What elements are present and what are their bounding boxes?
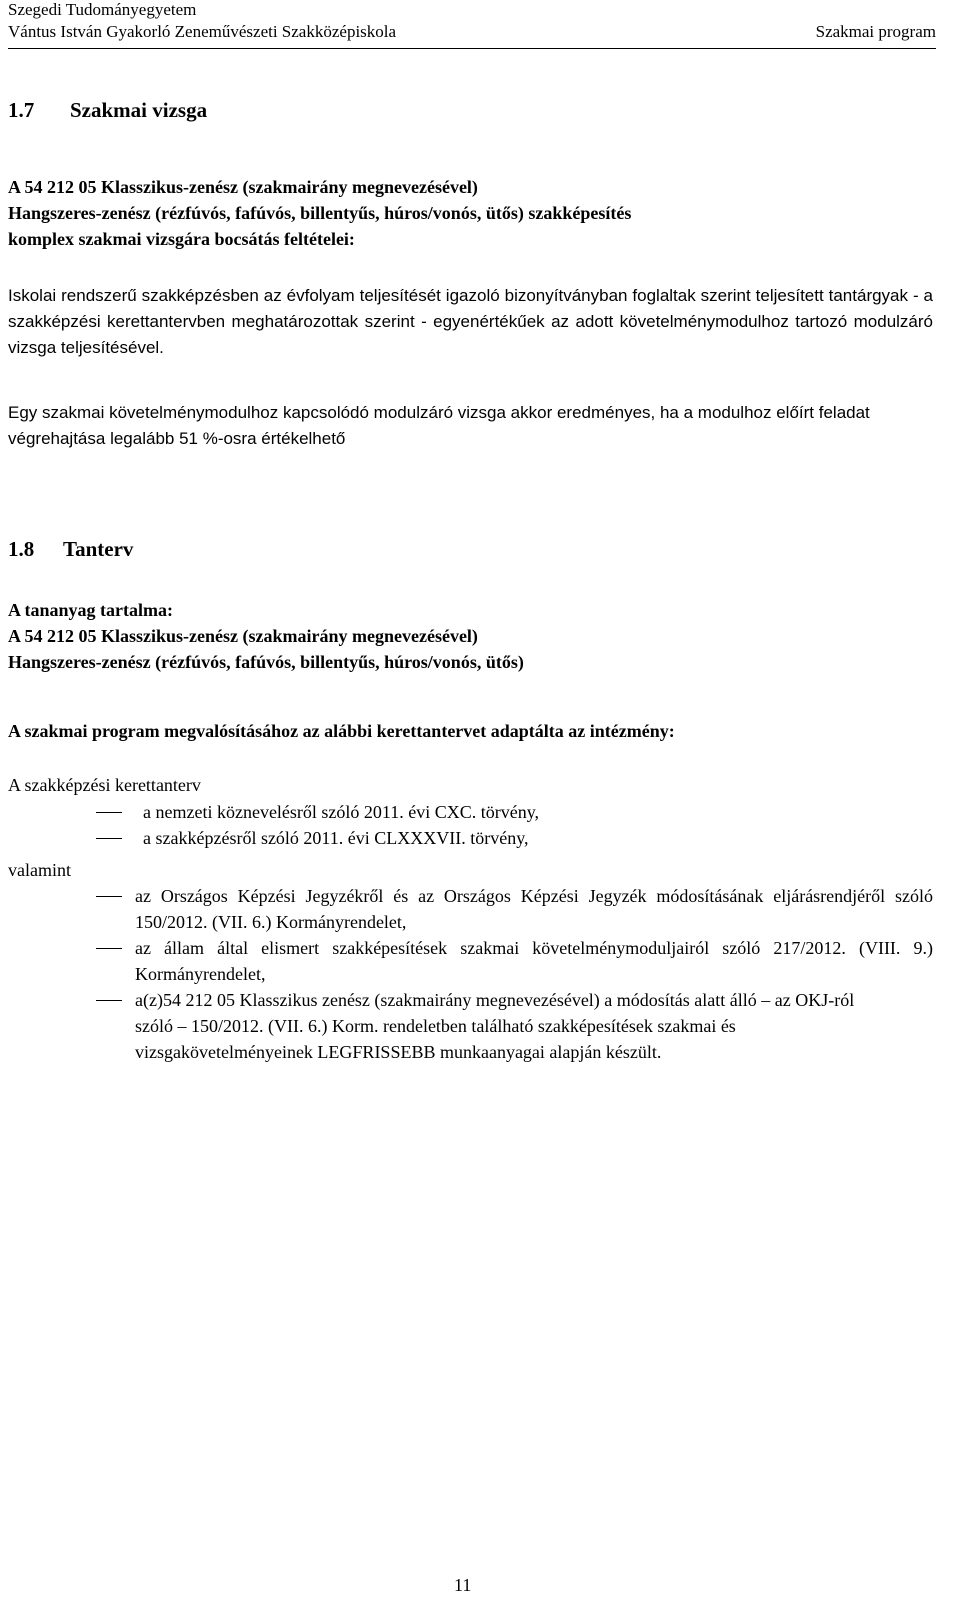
list2-item: az állam által elismert szakképesítések szakmai követelménymoduljairól szóló 217/2012. (VIII. 9.) Kormányrendelet,	[135, 938, 933, 984]
s17-bold-line: komplex szakmai vizsgára bocsátás feltételei:	[8, 229, 355, 249]
valamint-label: valamint	[8, 860, 71, 880]
section-number: 1.7	[8, 98, 35, 122]
list-dash	[96, 812, 122, 813]
page-number: 11	[454, 1575, 472, 1595]
section-title: Szakmai vizsga	[70, 98, 208, 122]
list-dash	[96, 896, 122, 897]
s18-bold-block	[8, 597, 938, 675]
s17-bold-line: Hangszeres-zenész (rézfúvós, fafúvós, billentyűs, húros/vonós, ütős) szakképesítés	[8, 203, 632, 223]
s18-bold-line: A 54 212 05 Klasszikus-zenész (szakmairány megnevezésével)	[8, 626, 478, 646]
s18-bold-line: Hangszeres-zenész (rézfúvós, fafúvós, billentyűs, húros/vonós, ütős)	[8, 652, 524, 672]
s18-adapt-line: A szakmai program megvalósításához az alábbi kerettantervet adaptálta az intézmény:	[8, 721, 675, 741]
header-university: Szegedi Tudományegyetem	[8, 0, 197, 19]
section-number: 1.8	[8, 537, 35, 561]
header-rule	[8, 48, 936, 49]
list2-item: az Országos Képzési Jegyzékről és az Országos Képzési Jegyzék módosításának eljárásrendjéről szóló 150/2012. (VII. 6.) Kormányrendelet,	[135, 886, 933, 932]
s18-bold-line: A tananyag tartalma:	[8, 600, 173, 620]
section-title: Tanterv	[63, 537, 134, 561]
header-doc-title: Szakmai program	[815, 22, 936, 41]
s17-paragraph-1: Iskolai rendszerű szakképzésben az évfolyam teljesítését igazoló bizonyítványban foglaltak szerint teljesített tantárgyak - a szakképzési kerettantervben meghatározottak szerint - egyenértékűek az adott követelménymodulhoz tartozó modulzáró vizsga teljesítésével.	[8, 286, 933, 357]
s17-paragraph-2: Egy szakmai követelménymodulhoz kapcsolódó modulzáró vizsga akkor eredményes, ha a modulhoz előírt feladat végrehajtása legalább 51 %-osra értékelhető	[8, 403, 870, 448]
list2-item: a(z)54 212 05 Klasszikus zenész (szakmairány megnevezésével) a módosítás alatt álló – az OKJ-ról szóló – 150/2012. (VII. 6.) Korm. rendeletben található szakképesítések szakmai és vizsgakövetelményeinek LEGFRISSEBB munkaanyagai alapján készült.	[135, 990, 855, 1062]
list-dash	[96, 838, 122, 839]
header-school: Vántus István Gyakorló Zeneművészeti Szakközépiskola	[8, 22, 397, 41]
section-heading-1-7	[8, 98, 207, 123]
s17-bold-line: A 54 212 05 Klasszikus-zenész (szakmairány megnevezésével)	[8, 177, 478, 197]
list-dash	[96, 948, 122, 949]
s17-bold-block	[8, 174, 938, 252]
list-dash	[96, 1000, 122, 1001]
list1-item: a nemzeti köznevelésről szóló 2011. évi CXC. törvény,	[143, 802, 540, 822]
s18-intro: A szakképzési kerettanterv	[8, 775, 201, 795]
list1-item: a szakképzésről szóló 2011. évi CLXXXVII. törvény,	[143, 828, 529, 848]
section-heading-1-8	[8, 537, 133, 562]
